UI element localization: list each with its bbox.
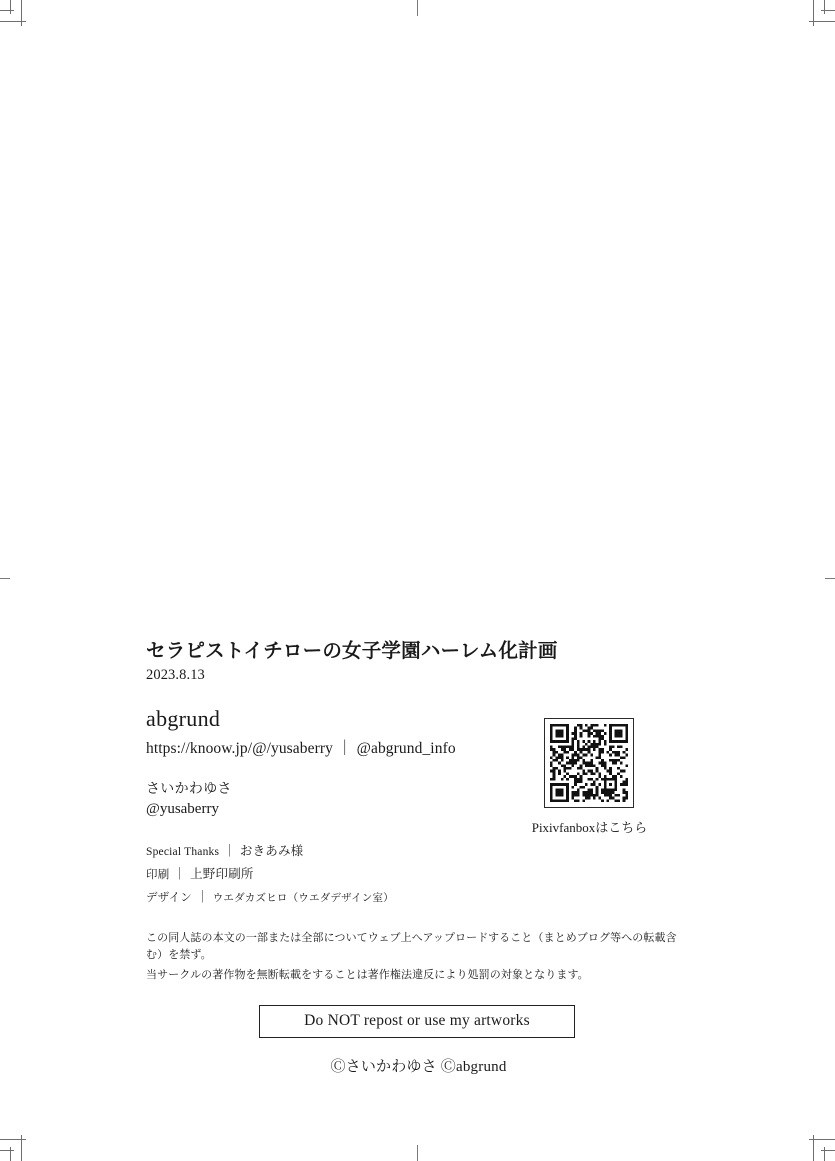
circle-url[interactable]: https://knoow.jp/@/yusaberry bbox=[146, 740, 333, 758]
qr-block bbox=[531, 718, 648, 836]
circle-name: abgrund bbox=[146, 706, 221, 732]
credit-value-design: ウエダカズヒロ（ウエダデザイン室） bbox=[212, 893, 394, 904]
repost-warning-text: Do NOT repost or use my artworks bbox=[304, 1011, 530, 1029]
publication-date: 2023.8.13 bbox=[146, 667, 205, 684]
credit-separator: ｜ bbox=[223, 844, 236, 859]
copyright-line: Ⓒさいかわゆさ Ⓒabgrund bbox=[330, 1058, 507, 1075]
crop-mark-top-left bbox=[0, 0, 40, 40]
center-mark-left bbox=[0, 578, 10, 579]
center-mark-bottom bbox=[417, 1145, 418, 1161]
author-name: さいかわゆさ bbox=[146, 782, 232, 798]
credit-row bbox=[146, 888, 691, 908]
credit-separator: ｜ bbox=[173, 867, 187, 882]
crop-mark-bottom-right bbox=[795, 1121, 835, 1161]
link-separator: ｜ bbox=[336, 740, 353, 758]
credit-value-printing: 上野印刷所 bbox=[190, 867, 254, 882]
credit-label-thanks: Special Thanks bbox=[146, 846, 220, 859]
credits-block bbox=[146, 842, 691, 907]
repost-warning-box bbox=[259, 1005, 575, 1038]
credit-label-design: デザイン bbox=[146, 892, 192, 904]
colophon-block bbox=[146, 640, 691, 1076]
credit-value-thanks: おきあみ様 bbox=[239, 844, 304, 859]
center-mark-right bbox=[825, 578, 835, 579]
author-handle[interactable]: @yusaberry bbox=[146, 801, 219, 818]
qr-caption: Pixivfanboxはこちら bbox=[531, 820, 648, 835]
qr-code-icon[interactable] bbox=[550, 724, 628, 802]
crop-mark-top-right bbox=[795, 0, 835, 40]
qr-frame bbox=[544, 718, 634, 808]
page-title: セラピストイチローの女子学園ハーレム化計画 bbox=[146, 641, 558, 662]
credit-separator: ｜ bbox=[196, 890, 209, 904]
credit-row bbox=[146, 842, 691, 862]
credit-row bbox=[146, 865, 691, 885]
center-mark-top bbox=[417, 0, 418, 16]
notice-line: 当サークルの著作物を無断転載をすることは著作権法違反により処罰の対象となります。 bbox=[146, 969, 589, 981]
credit-label-printing: 印刷 bbox=[146, 869, 170, 882]
circle-twitter-handle[interactable]: @abgrund_info bbox=[356, 740, 456, 758]
copyright-notice bbox=[146, 930, 691, 985]
notice-line: この同人誌の本文の一部または全部についてウェブ上へアップロードすること（まとめブログ等への転載含む）を禁ず。 bbox=[146, 931, 677, 962]
crop-mark-bottom-left bbox=[0, 1121, 40, 1161]
